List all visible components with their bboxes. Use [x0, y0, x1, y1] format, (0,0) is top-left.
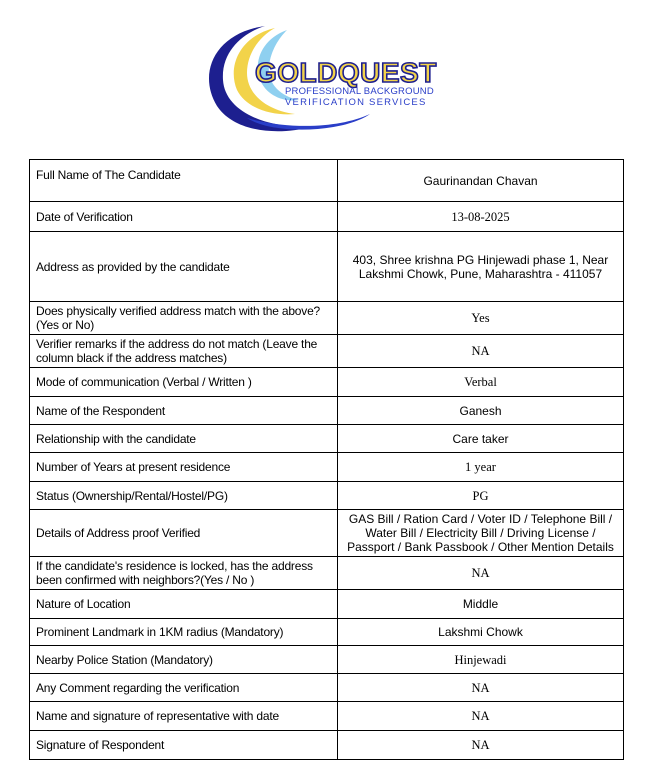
field-value: Middle [338, 590, 624, 619]
field-value: 403, Shree krishna PG Hinjewadi phase 1, Near Lakshmi Chowk, Pune, Maharashtra - 411057 [338, 232, 624, 302]
table-row [30, 397, 624, 425]
table-row [30, 302, 624, 335]
table-row [30, 674, 624, 702]
field-value: NA [338, 557, 624, 590]
table-row [30, 482, 624, 510]
field-value: Hinjewadi [338, 646, 624, 674]
table-row [30, 510, 624, 557]
field-value: NA [338, 674, 624, 702]
table-row [30, 557, 624, 590]
table-row [30, 619, 624, 646]
field-label: Date of Verification [30, 202, 338, 232]
table-row [30, 160, 624, 202]
field-label: Mode of communication (Verbal / Written ) [30, 368, 338, 397]
table-row [30, 702, 624, 731]
field-value: GAS Bill / Ration Card / Voter ID / Telephone Bill / Water Bill / Electricity Bill / Driving License / Passport / Bank Passbook / Other Mention Details [338, 510, 624, 557]
table-row [30, 453, 624, 482]
field-label: Prominent Landmark in 1KM radius (Mandatory) [30, 619, 338, 646]
field-label: Does physically verified address match with the above? (Yes or No) [30, 302, 338, 335]
table-row [30, 646, 624, 674]
field-value: NA [338, 731, 624, 760]
field-value: Yes [338, 302, 624, 335]
field-label: Address as provided by the candidate [30, 232, 338, 302]
field-value: Ganesh [338, 397, 624, 425]
table-row [30, 590, 624, 619]
field-value: PG [338, 482, 624, 510]
table-row [30, 425, 624, 453]
field-label: Relationship with the candidate [30, 425, 338, 453]
field-label: Verifier remarks if the address do not match (Leave the column black if the address matches) [30, 335, 338, 368]
field-label: Nature of Location [30, 590, 338, 619]
table-row [30, 368, 624, 397]
logo-tagline-1: PROFESSIONAL BACKGROUND [285, 86, 434, 97]
field-label: Nearby Police Station (Mandatory) [30, 646, 338, 674]
field-value: NA [338, 702, 624, 731]
field-label: Any Comment regarding the verification [30, 674, 338, 702]
field-label: Status (Ownership/Rental/Hostel/PG) [30, 482, 338, 510]
field-value: 13-08-2025 [338, 202, 624, 232]
field-label: Details of Address proof Verified [30, 510, 338, 557]
goldquest-logo [195, 18, 465, 136]
field-label: Number of Years at present residence [30, 453, 338, 482]
field-value: Gaurinandan Chavan [338, 160, 624, 202]
field-value: Lakshmi Chowk [338, 619, 624, 646]
field-label: Signature of Respondent [30, 731, 338, 760]
field-label: Name and signature of representative with date [30, 702, 338, 731]
table-row [30, 731, 624, 760]
field-value: NA [338, 335, 624, 368]
field-label: Full Name of The Candidate [30, 160, 338, 202]
table-row [30, 335, 624, 368]
logo-brand-text: GOLDQUEST [255, 57, 437, 88]
logo-tagline-2: VERIFICATION SERVICES [285, 97, 427, 108]
field-label: If the candidate's residence is locked, has the address been confirmed with neighbors?(Yes / No ) [30, 557, 338, 590]
field-label: Name of the Respondent [30, 397, 338, 425]
table-row [30, 202, 624, 232]
address-verification-table [29, 159, 624, 760]
table-row [30, 232, 624, 302]
field-value: 1 year [338, 453, 624, 482]
field-value: Care taker [338, 425, 624, 453]
field-value: Verbal [338, 368, 624, 397]
